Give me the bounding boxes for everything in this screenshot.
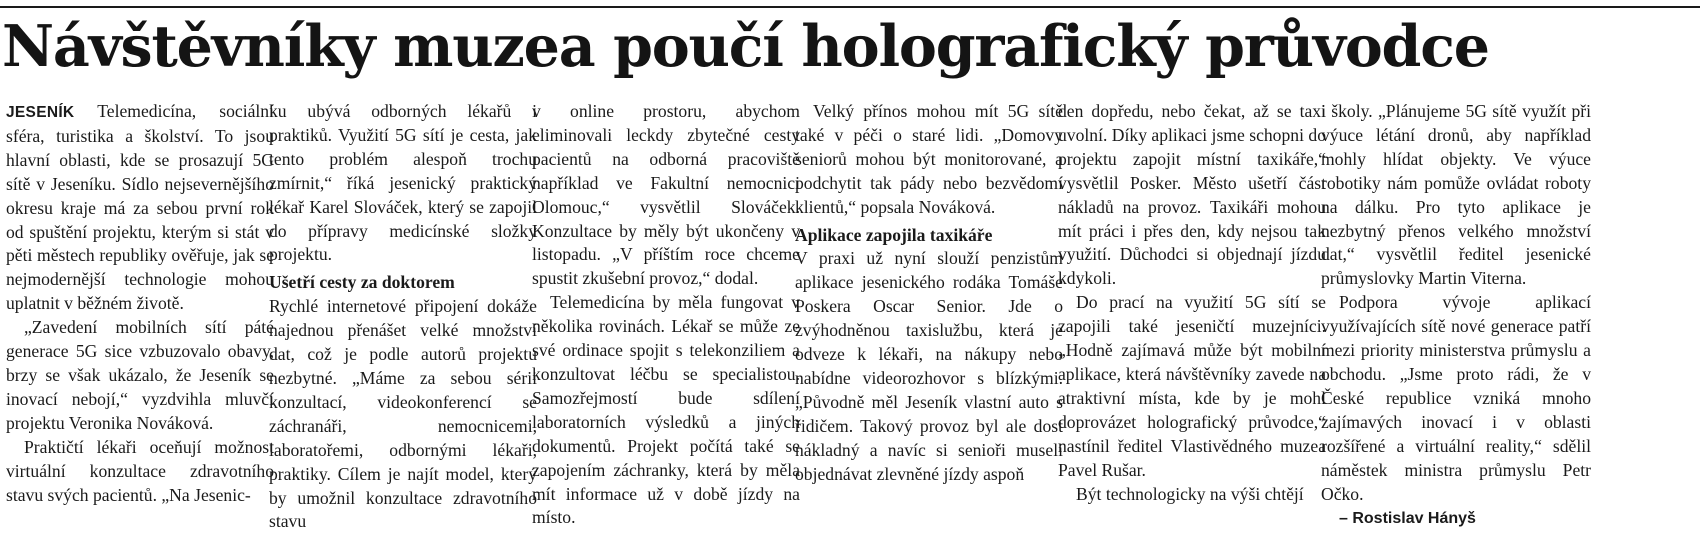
article-body <box>6 100 1696 532</box>
subheading: Ušetří cesty za doktorem <box>269 272 455 293</box>
column-1 <box>6 100 274 505</box>
column-2 <box>269 100 537 532</box>
body-paragraph: den dopředu, nebo čekat, až se taxi uvolní. Díky aplikaci jsme schopni do projektu zapojit místní taxikáře,“ vysvětlil Posker. Město ušetří část nákladů na provoz. Taxikáři mohou mít práci i přes den, kdy nejsou tak využití. Důchodci si objednají jízdu kdykoli. <box>1058 101 1326 289</box>
lead-text: Telemedicína, sociální sféra, turistika a školství. To jsou hlavní oblasti, kde se prosazují 5G sítě v Jeseníku. Sídlo nejsevernějšího okresu kraje má za sebou první rok od spuštění projektu, kterým si stát v pěti městech republiky ověřuje, jak se nejmodernější technologie mohou uplatnit v běžném životě. <box>6 101 274 314</box>
body-paragraph: Telemedicína by měla fungovat v několika rovinách. Lékař se může ze své ordinace spojit s telekonziliem a konzultovat léčbu se specialistou. Samozřejmostí bude sdílení laboratorních výsledků a jiných dokumentů. Projekt počítá také se zapojením záchranky, která by měla mít informace už v době jízdy na místo. <box>532 292 800 528</box>
body-paragraph: v online prostoru, abychom eliminovali leckdy zbytečné cesty pacientů na odborná pracoviště například ve Fakultní nemocnici Olomouc,“ vysvětlil Slováček. Konzultace by měly být ukončeny v listopadu. „V příštím roce chceme spustit zkušební provoz,“ dodal. <box>532 101 800 289</box>
column-4 <box>795 100 1063 484</box>
column-3 <box>532 100 800 528</box>
body-paragraph: i školy. „Plánujeme 5G sítě využít při výuce létání dronů, aby například mohly hlídat objekty. Ve výuce robotiky nám pomůže ovládat roboty na dálku. Pro tyto aplikace je nezbytný přenos velkého množství dat,“ vysvětlil ředitel jesenické průmyslovky Martin Viterna. <box>1321 101 1591 289</box>
column-5 <box>1058 100 1326 504</box>
subheading: Aplikace zapojila taxikáře <box>795 224 993 245</box>
dateline: JESENÍK <box>6 104 75 121</box>
body-paragraph: Rychlé internetové připojení dokáže najednou přenášet velké množství dat, což je podle autorů projektu nezbytné. „Máme za sebou sérii konzultací, videokonferencí se záchranáři, nemocnicemi, laboratořemi, odbornými lékaři, praktiky. Cílem je najít model, který by umožnil konzultace zdravotního stavu <box>269 296 537 532</box>
body-paragraph: Být technologicky na výši chtějí <box>1076 483 1304 504</box>
column-6 <box>1321 100 1591 528</box>
body-paragraph: ku ubývá odborných lékařů i praktiků. Využití 5G sítí je cesta, jak tento problém alespoň trochu zmírnit,“ říká jesenický praktický lékař Karel Slováček, který se zapojil do přípravy medicínské složky projektu. <box>269 101 537 265</box>
body-paragraph: Praktičtí lékaři oceňují možnost virtuální konzultace zdravotního stavu svých pacientů. „Na Jesenic- <box>6 436 274 505</box>
lead-paragraph <box>6 100 274 316</box>
author-byline: – Rostislav Hányš <box>1339 510 1476 528</box>
body-paragraph: V praxi už nyní slouží penzistům aplikace jesenického rodáka Tomáše Poskera Oscar Senior. Jde o zvýhodněnou taxislužbu, která je odveze k lékaři, na nákupy nebo nabídne videorozhovor s blízkými. „Původně měl Jeseník vlastní auto s řidičem. Takový provoz byl ale dost nákladný a navíc si senioři museli objednávat zlevněné jízdy aspoň <box>795 248 1063 484</box>
headline: Návštěvníky muzea poučí holografický průvodce <box>2 13 1489 80</box>
body-paragraph: Velký přínos mohou mít 5G sítě také v péči o staré lidi. „Domovy seniorů mohou být monitorované, a podchytit tak pády nebo bezvědomí klientů,“ popsala Nováková. <box>795 101 1063 217</box>
body-paragraph: „Zavedení mobilních sítí páté generace 5G sice vzbuzovalo obavy, brzy se však ukázalo, že Jeseník se inovací nebojí,“ vyzdvihla mluvčí projektu Veronika Nováková. <box>6 317 274 433</box>
author-byline-line <box>1321 506 1591 531</box>
body-paragraph: Podpora vývoje aplikací využívajících sítě nové generace patří mezi priority ministerstva průmyslu a obchodu. „Jsme proto rádi, že v České republice vzniká mnoho zajímavých inovací i v oblasti rozšířené a virtuální reality,“ sdělil náměstek ministra průmyslu Petr Očko. <box>1321 292 1591 504</box>
body-paragraph: Do prací na využití 5G sítí se zapojili také jeseničtí muzejníci. „Hodně zajímavá může být mobilní aplikace, která návštěvníky zavede na atraktivní místa, kde by je mohl doprovázet holografický průvodce,“ nastínil ředitel Vlastivědného muzea Pavel Rušar. <box>1058 292 1326 480</box>
